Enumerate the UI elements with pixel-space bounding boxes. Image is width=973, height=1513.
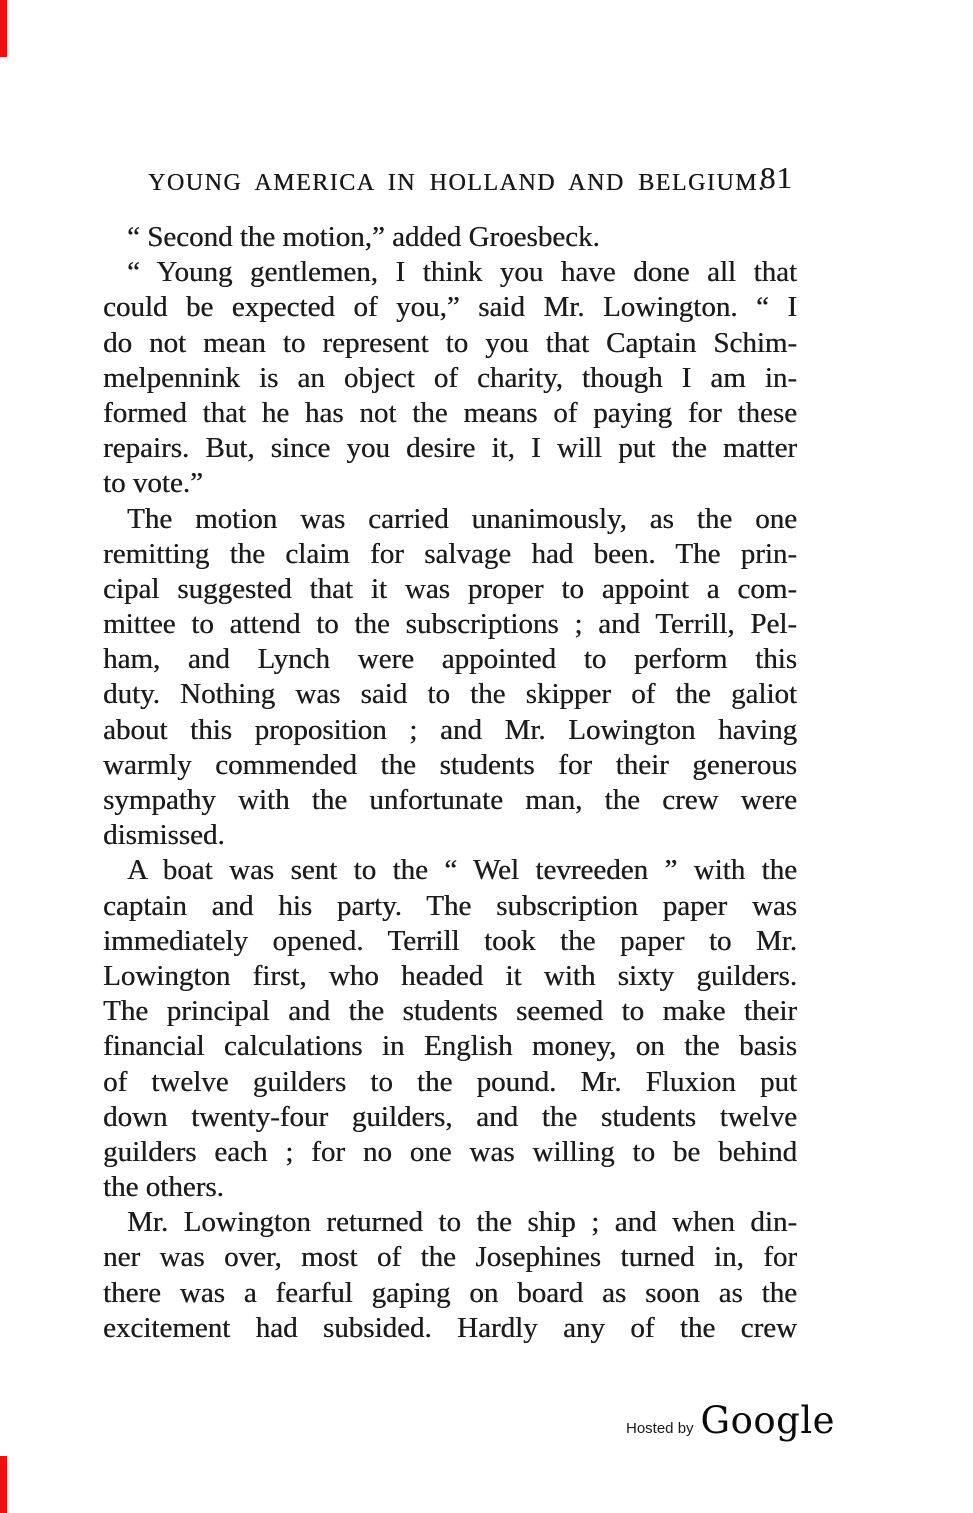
hosted-by-label: Hosted by (626, 1420, 694, 1437)
page-title: YOUNG AMERICA IN HOLLAND AND BELGIUM. (148, 170, 766, 196)
text-line: repairs. But, since you desire it, I will put the matter (103, 432, 797, 465)
text-line: A boat was sent to the “ Wel tevreeden ” with the (127, 854, 797, 887)
text-line: warmly commended the students for their generous (103, 748, 797, 781)
text-line: captain and his party. The subscription paper was (103, 889, 797, 922)
text-line: duty. Nothing was said to the skipper of the galiot (103, 678, 797, 711)
google-attribution (626, 1399, 835, 1442)
text-line: of twelve guilders to the pound. Mr. Fluxion put (103, 1065, 797, 1098)
google-logo: Google (700, 1399, 836, 1442)
page-number: 81 (760, 160, 793, 195)
running-head (148, 170, 765, 197)
text-line: to vote.” (103, 467, 203, 500)
text-line: formed that he has not the means of paying for these (103, 396, 797, 429)
text-line: Mr. Lowington returned to the ship ; and when din- (127, 1206, 797, 1239)
text-line: there was a fearful gaping on board as soon as the (103, 1276, 797, 1309)
text-line: The motion was carried unanimously, as the one (127, 502, 797, 535)
text-line: dismissed. (103, 819, 225, 852)
text-line: guilders each ; for no one was willing to be behind (103, 1135, 797, 1168)
text-line: the others. (103, 1171, 224, 1204)
text-line: “ Young gentlemen, I think you have done all that (127, 256, 797, 289)
text-line: sympathy with the unfortunate man, the crew were (103, 784, 797, 816)
text-line: immediately opened. Terrill took the paper to Mr. (103, 924, 797, 957)
text-line: Lowington first, who headed it with sixty guilders. (103, 959, 797, 992)
text-line: excitement had subsided. Hardly any of the crew (103, 1311, 797, 1344)
text-line: do not mean to represent to you that Captain Schim- (103, 326, 797, 359)
text-line: remitting the claim for salvage had been. The prin- (103, 537, 797, 570)
text-line: down twenty-four guilders, and the students twelve (103, 1100, 797, 1133)
text-line: The principal and the students seemed to make their (103, 995, 797, 1028)
text-line: ham, and Lynch were appointed to perform this (103, 643, 797, 676)
page-body (103, 220, 797, 1346)
text-line: “ Second the motion,” added Groesbeck. (127, 221, 600, 253)
text-line: financial calculations in English money, on the basis (103, 1030, 797, 1063)
scan-edge-mark-top (0, 0, 7, 57)
text-line: melpennink is an object of charity, though I am in- (103, 361, 797, 394)
text-line: mittee to attend to the subscriptions ; and Terrill, Pel- (103, 608, 797, 641)
scan-edge-mark-bottom (0, 1456, 7, 1513)
text-line: about this proposition ; and Mr. Lowington having (103, 713, 797, 746)
text-line: ner was over, most of the Josephines turned in, for (103, 1241, 797, 1274)
text-line: cipal suggested that it was proper to appoint a com- (103, 572, 797, 605)
text-line: could be expected of you,” said Mr. Lowington. “ I (103, 291, 797, 324)
